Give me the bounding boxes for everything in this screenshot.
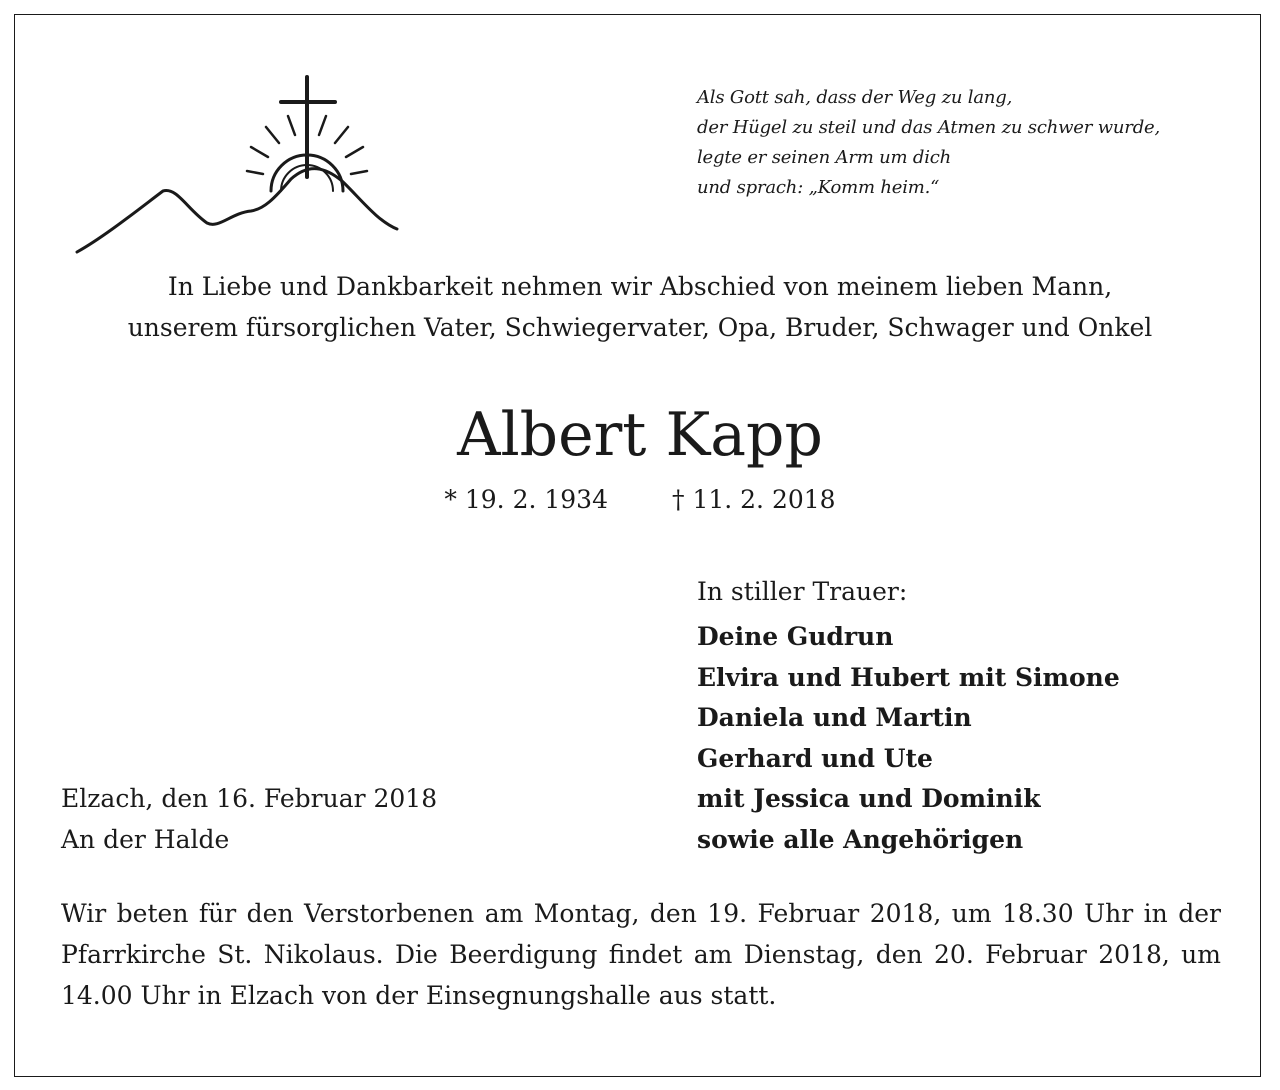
deceased-name: Albert Kapp — [457, 400, 823, 470]
intro-line: In Liebe und Dankbarkeit nehmen wir Abschied von meinem lieben Mann, — [167, 272, 1113, 301]
mourner-line: mit Jessica und Dominik — [697, 784, 1041, 814]
mourner-line: Elvira und Hubert mit Simone — [697, 662, 1120, 692]
poem-line: legte er seinen Arm um dich — [697, 147, 952, 168]
poem-line: der Hügel zu steil und das Atmen zu schwer wurde, — [697, 117, 1160, 138]
place-and-date — [61, 779, 437, 860]
life-dates — [15, 481, 1265, 519]
poem — [697, 83, 1160, 203]
place-date-line: Elzach, den 16. Februar 2018 — [61, 784, 438, 813]
poem-line: und sprach: „Komm heim.“ — [697, 177, 940, 198]
intro-line: unserem fürsorglichen Vater, Schwiegervater, Opa, Bruder, Schwager und Onkel — [127, 313, 1153, 342]
mourner-line: Deine Gudrun — [697, 622, 894, 651]
birth-date: * 19. 2. 1934 — [444, 485, 608, 514]
mourning-heading: In stiller Trauer: — [697, 577, 908, 606]
obituary-card — [14, 14, 1261, 1077]
poem-line: Als Gott sah, dass der Weg zu lang, — [697, 87, 1013, 108]
mourner-line: sowie alle Angehörigen — [697, 824, 1024, 854]
cross-sun-mountain-icon — [59, 59, 399, 259]
mourner-line: Daniela und Martin — [697, 703, 972, 733]
address-line: An der Halde — [61, 824, 230, 854]
death-date: † 11. 2. 2018 — [672, 485, 836, 514]
mourner-line: Gerhard und Ute — [697, 743, 933, 773]
service-notice: Wir beten für den Verstorbenen am Montag, den 19. Februar 2018, um 18.30 Uhr in der Pfarrkirche St. Nikolaus. Die Beerdigung findet am Dienstag, den 20. Februar 2018, um 14.00 Uhr in Elzach von der Einsegnungshalle aus statt. — [61, 899, 1221, 1010]
intro-text — [15, 266, 1265, 348]
mourners-list — [697, 617, 1120, 861]
